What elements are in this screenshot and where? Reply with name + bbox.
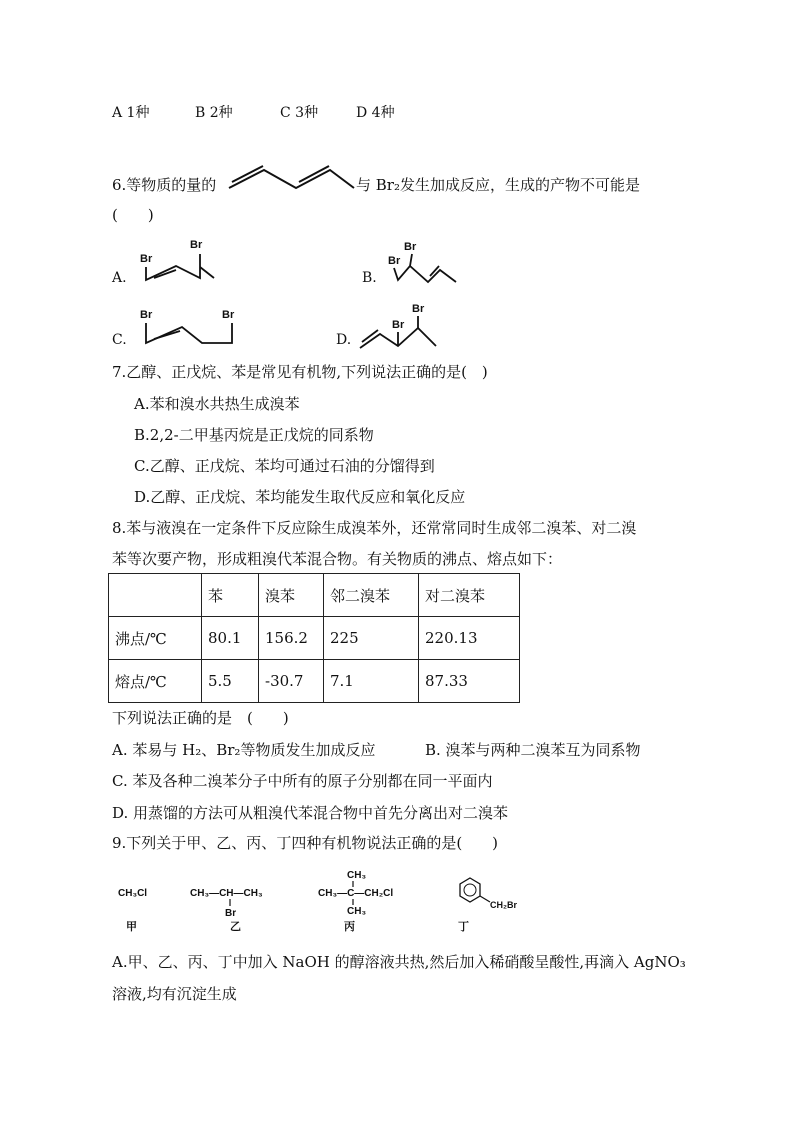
q7-stem: 7.乙醇、正戊烷、苯是常见有机物,下列说法正确的是( ) bbox=[112, 363, 488, 381]
br-label: Br bbox=[392, 319, 405, 331]
br-label: Br bbox=[190, 239, 203, 251]
q5-option-c: C 3种 bbox=[280, 105, 319, 121]
q5-option-a: A 1种 bbox=[112, 105, 150, 121]
q6-stem-prefix: 6.等物质的量的 bbox=[112, 176, 217, 194]
q7-option-d: D.乙醇、正戊烷、苯均能发生取代反应和氧化反应 bbox=[134, 488, 466, 506]
q8-option-b: B. 溴苯与两种二溴苯互为同系物 bbox=[425, 741, 641, 759]
br-label: Br bbox=[412, 303, 425, 315]
table-cell: 220.13 bbox=[419, 617, 520, 660]
q8-option-d: D. 用蒸馏的方法可从粗溴代苯混合物中首先分离出对二溴苯 bbox=[112, 804, 509, 822]
q7-option-b: B.2,2-二甲基丙烷是正戊烷的同系物 bbox=[134, 426, 374, 444]
formula-bing-bot: CH₃ bbox=[347, 906, 367, 917]
table-header-cell bbox=[109, 574, 202, 617]
table-cell: -30.7 bbox=[259, 660, 324, 703]
q8-option-a: A. 苯易与 H₂、Br₂等物质发生加成反应 bbox=[112, 741, 376, 759]
q5-option-b: B 2种 bbox=[195, 105, 233, 121]
q6-answer-paren: ( ) bbox=[112, 206, 154, 224]
formula-ding: CH₂Br bbox=[490, 900, 517, 910]
table-row bbox=[109, 660, 520, 703]
table-cell: 156.2 bbox=[259, 617, 324, 660]
q9-option-a-line2: 溶液,均有沉淀生成 bbox=[112, 985, 237, 1003]
q9-structures bbox=[112, 866, 712, 938]
q9-stem: 9.下列关于甲、乙、丙、丁四种有机物说法正确的是( ) bbox=[112, 834, 499, 852]
table-header-cell: 对二溴苯 bbox=[419, 574, 520, 617]
q7-option-c: C.乙醇、正戊烷、苯均可通过石油的分馏得到 bbox=[134, 457, 435, 475]
q6-label-d: D. bbox=[336, 332, 352, 348]
q7-option-a: A.苯和溴水共热生成溴苯 bbox=[134, 395, 300, 413]
q6-structure-a bbox=[134, 234, 224, 290]
table-cell: 87.33 bbox=[419, 660, 520, 703]
table-cell: 沸点/℃ bbox=[109, 617, 202, 660]
formula-bing-mid: CH₃—C—CH₂Cl bbox=[318, 888, 394, 899]
name-yi: 乙 bbox=[230, 921, 241, 933]
br-label: Br bbox=[140, 253, 153, 265]
table-cell: 5.5 bbox=[202, 660, 259, 703]
q6-label-b: B. bbox=[362, 270, 377, 286]
q5-option-d: D 4种 bbox=[356, 105, 395, 121]
br-label: Br bbox=[404, 241, 417, 253]
name-ding: 丁 bbox=[458, 921, 469, 933]
q6-label-a: A. bbox=[112, 270, 127, 286]
diene-structure bbox=[226, 160, 356, 194]
q6-stem-suffix: 与 Br₂发生加成反应，生成的产物不可能是 bbox=[356, 176, 640, 194]
name-bing: 丙 bbox=[344, 921, 355, 933]
benzene-ring-circle bbox=[464, 884, 476, 896]
benzene-ring-icon bbox=[460, 878, 480, 902]
table-cell: 熔点/℃ bbox=[109, 660, 202, 703]
table-header-cell: 苯 bbox=[202, 574, 259, 617]
br-label: Br bbox=[140, 309, 153, 321]
properties-table bbox=[108, 573, 520, 703]
q8-option-c: C. 苯及各种二溴苯分子中所有的原子分别都在同一平面内 bbox=[112, 772, 493, 790]
q8-stem-line1: 8.苯与液溴在一定条件下反应除生成溴苯外，还常常同时生成邻二溴苯、对二溴 bbox=[112, 519, 637, 537]
formula-bing-top: CH₃ bbox=[347, 870, 367, 881]
br-label: Br bbox=[388, 255, 401, 267]
table-header-row bbox=[109, 574, 520, 617]
q8-stem-line2: 苯等次要产物，形成粗溴代苯混合物。有关物质的沸点、熔点如下： bbox=[112, 550, 563, 568]
table-header-cell: 邻二溴苯 bbox=[324, 574, 419, 617]
q6-structure-b bbox=[384, 236, 464, 290]
formula-yi-br: Br bbox=[225, 908, 237, 919]
q6-label-c: C. bbox=[112, 332, 127, 348]
q9-option-a-line1: A.甲、乙、丙、丁中加入 NaOH 的醇溶液共热,然后加入稀硝酸呈酸性,再滴入 AgNO₃ bbox=[112, 953, 686, 971]
table-row bbox=[109, 617, 520, 660]
table-cell: 225 bbox=[324, 617, 419, 660]
formula-yi: CH₃—CH—CH₃ bbox=[190, 888, 263, 899]
br-label: Br bbox=[222, 309, 235, 321]
table-header-cell: 溴苯 bbox=[259, 574, 324, 617]
table-cell: 7.1 bbox=[324, 660, 419, 703]
table-cell: 80.1 bbox=[202, 617, 259, 660]
formula-jia: CH₃Cl bbox=[118, 888, 148, 899]
q6-structure-c bbox=[134, 303, 244, 351]
q6-structure-d bbox=[358, 298, 458, 352]
q8-after-table: 下列说法正确的是 ( ) bbox=[112, 709, 289, 727]
name-jia: 甲 bbox=[126, 921, 137, 933]
